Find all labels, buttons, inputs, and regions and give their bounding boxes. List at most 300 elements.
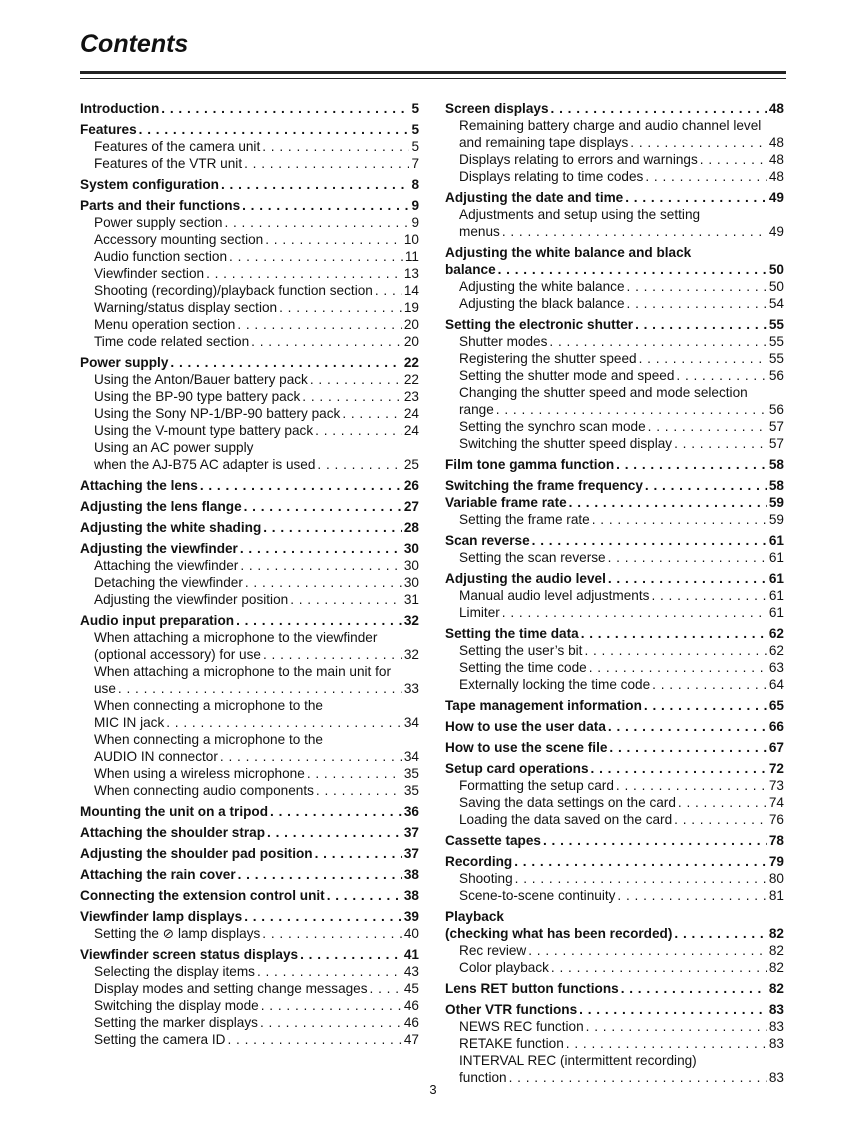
toc-entry[interactable] [445, 659, 784, 676]
page-ref: 43 [403, 964, 419, 979]
dot-leader [227, 1031, 401, 1048]
dot-leader [616, 777, 767, 794]
dot-leader [290, 591, 402, 608]
dot-leader [651, 587, 766, 604]
dot-leader [592, 511, 767, 528]
toc-entry[interactable] [80, 765, 419, 782]
toc-entry-text: Registering the shutter speed [459, 351, 637, 366]
dot-leader [279, 299, 402, 316]
page-ref: 30 [403, 575, 419, 590]
toc-entry[interactable] [445, 777, 784, 794]
dot-leader [639, 350, 767, 367]
toc-entry[interactable] [445, 980, 784, 997]
dot-leader [220, 748, 402, 765]
toc-entry-text: Parts and their functions [80, 198, 241, 213]
page-ref: 32 [403, 647, 419, 662]
toc-entry-text: Setup card operations [445, 761, 589, 776]
dot-leader [170, 354, 401, 371]
page-ref: 40 [403, 926, 419, 941]
toc-entry-text: Playback [445, 909, 504, 924]
toc-entry[interactable] [445, 625, 784, 642]
page-ref: 59 [768, 512, 784, 527]
dot-leader [224, 214, 409, 231]
page-ref: 24 [403, 406, 419, 421]
toc-entry[interactable] [80, 731, 419, 765]
toc-entry-text: Recording [445, 854, 513, 869]
toc-entry[interactable] [80, 100, 419, 117]
toc-entry[interactable] [80, 265, 419, 282]
page-ref: 83 [768, 1036, 784, 1051]
toc-entry[interactable] [445, 384, 784, 418]
toc-entry-text: Setting the electronic shutter [445, 317, 634, 332]
dot-leader [635, 316, 767, 333]
toc-entry[interactable] [80, 282, 419, 299]
dot-leader [498, 261, 767, 278]
dot-leader [244, 498, 402, 515]
page-ref: 55 [768, 317, 784, 332]
dot-leader [244, 155, 409, 172]
toc-entry-text: When using a wireless microphone [94, 766, 305, 781]
dot-leader [532, 532, 767, 549]
toc-entry[interactable] [445, 456, 784, 473]
dot-leader [251, 333, 402, 350]
page-ref: 14 [403, 283, 419, 298]
page-ref: 46 [403, 1015, 419, 1030]
page-ref: 5 [411, 122, 419, 137]
page-ref: 78 [768, 833, 784, 848]
toc-entry[interactable] [445, 316, 784, 333]
page-ref: 58 [768, 457, 784, 472]
dot-leader [589, 659, 767, 676]
dot-leader [161, 100, 409, 117]
dot-leader [166, 714, 402, 731]
page-ref: 49 [768, 224, 784, 239]
toc-entry-text: Setting the ⊘ lamp displays [94, 926, 261, 941]
toc-entry[interactable] [445, 350, 784, 367]
page-ref: 83 [768, 1070, 784, 1085]
toc-entry[interactable] [80, 963, 419, 980]
toc-entry[interactable] [80, 333, 419, 350]
toc-entry[interactable] [80, 980, 419, 997]
toc-entry[interactable] [445, 811, 784, 828]
toc-entry[interactable] [80, 176, 419, 193]
toc-entry-text: Remaining battery charge and audio channel level [459, 118, 762, 133]
page-ref: 27 [403, 499, 419, 514]
page-number: 3 [429, 1082, 437, 1097]
toc-entry-text: range [459, 402, 494, 417]
toc-entry-text: Adjusting the white balance [459, 279, 625, 294]
toc-entry-text: Adjusting the shoulder pad position [80, 846, 313, 861]
toc-entry[interactable] [80, 591, 419, 608]
page-ref: 49 [768, 190, 784, 205]
dot-leader [270, 803, 402, 820]
toc-entry-text: Detaching the viewfinder [94, 575, 243, 590]
toc-entry[interactable] [80, 405, 419, 422]
dot-leader [652, 676, 767, 693]
dot-leader [674, 925, 766, 942]
toc-entry-text: NEWS REC function [459, 1019, 584, 1034]
toc-entry-text: Scan reverse [445, 533, 530, 548]
toc-entry-text: Loading the data saved on the card [459, 812, 673, 827]
page-ref: 37 [403, 846, 419, 861]
page-ref: 83 [768, 1002, 784, 1017]
dot-leader [625, 189, 767, 206]
page-ref: 48 [768, 101, 784, 116]
toc-entry-text: INTERVAL REC (intermittent recording) [459, 1053, 697, 1068]
toc-entry[interactable] [445, 418, 784, 435]
toc-entry[interactable] [445, 1001, 784, 1018]
toc-entry[interactable] [445, 587, 784, 604]
dot-leader [261, 997, 402, 1014]
page-ref: 64 [768, 677, 784, 692]
page-ref: 80 [768, 871, 784, 886]
toc-entry[interactable] [445, 333, 784, 350]
dot-leader [229, 248, 403, 265]
toc-entry-text: Manual audio level adjustments [459, 588, 650, 603]
toc-entry[interactable] [80, 1014, 419, 1031]
toc-entry[interactable] [445, 189, 784, 206]
toc-entry-text: Attaching the lens [80, 478, 198, 493]
page-ref: 38 [403, 888, 419, 903]
dot-leader [581, 625, 767, 642]
dot-leader [262, 138, 409, 155]
dot-leader [342, 405, 402, 422]
toc-entry[interactable] [445, 278, 784, 295]
toc-entry[interactable] [80, 824, 419, 841]
toc-entry-text: Setting the synchro scan mode [459, 419, 646, 434]
page-ref: 11 [404, 249, 419, 264]
dot-leader [237, 316, 402, 333]
page-ref: 37 [403, 825, 419, 840]
toc-entry[interactable] [445, 367, 784, 384]
dot-leader [648, 418, 767, 435]
toc-entry-text: Scene-to-scene continuity [459, 888, 616, 903]
toc-entry[interactable] [80, 629, 419, 663]
toc-entry[interactable] [80, 138, 419, 155]
dot-leader [240, 557, 402, 574]
toc-entry[interactable] [445, 760, 784, 777]
page-ref: 82 [768, 926, 784, 941]
page-ref: 20 [403, 317, 419, 332]
page-ref: 46 [403, 998, 419, 1013]
page-ref: 22 [403, 355, 419, 370]
toc-entry[interactable] [445, 794, 784, 811]
dot-leader [310, 371, 402, 388]
toc-entry[interactable] [80, 997, 419, 1014]
toc-entry-text: Cassette tapes [445, 833, 541, 848]
page-ref: 79 [768, 854, 784, 869]
toc-entry[interactable] [445, 870, 784, 887]
toc-entry-text: Introduction [80, 101, 160, 116]
page-ref: 5 [411, 139, 419, 154]
dot-leader [221, 176, 409, 193]
toc-left-column [80, 96, 419, 1048]
dot-leader [257, 963, 402, 980]
dot-leader [514, 853, 767, 870]
title-rule-thin [80, 78, 786, 79]
page-ref: 61 [768, 533, 784, 548]
toc-entry-text: Film tone gamma function [445, 457, 615, 472]
toc-entry-text: Display modes and setting change messages [94, 981, 368, 996]
page-ref: 57 [768, 419, 784, 434]
toc-entry[interactable] [80, 845, 419, 862]
toc-entry-text: Features [80, 122, 137, 137]
toc-entry[interactable] [80, 1031, 419, 1048]
toc-entry[interactable] [445, 718, 784, 735]
dot-leader [496, 401, 767, 418]
toc-entry-text: Setting the camera ID [94, 1032, 226, 1047]
page-ref: 41 [403, 947, 419, 962]
toc-entry[interactable] [80, 354, 419, 371]
toc-entry-text: Power supply [80, 355, 169, 370]
dot-leader [627, 295, 767, 312]
toc-entry-text: Formatting the setup card [459, 778, 614, 793]
toc-entry-text: Using the V-mount type battery pack [94, 423, 314, 438]
dot-leader [591, 760, 767, 777]
page-ref: 26 [403, 478, 419, 493]
toc-entry-text: Limiter [459, 605, 500, 620]
toc-entry-text: use [94, 681, 116, 696]
toc-entry-text: Attaching the rain cover [80, 867, 236, 882]
page-ref: 7 [411, 156, 419, 171]
dot-leader [616, 456, 767, 473]
toc-entry-text: Displays relating to time codes [459, 169, 644, 184]
dot-leader [315, 845, 402, 862]
toc-entry[interactable] [80, 697, 419, 731]
toc-entry-text: Setting the time code [459, 660, 587, 675]
toc-entry-text: Adjusting the date and time [445, 190, 624, 205]
page-ref: 58 [768, 478, 784, 493]
page-ref: 82 [768, 981, 784, 996]
page-ref: 55 [768, 334, 784, 349]
toc-entry-text: Shooting (recording)/playback function section [94, 283, 373, 298]
toc-entry[interactable] [445, 151, 784, 168]
toc-entry-text: Adjusting the lens flange [80, 499, 242, 514]
toc-entry-text: Using an AC power supply [94, 440, 254, 455]
toc-entry-text: (checking what has been recorded) [445, 926, 673, 941]
page-title: Contents [80, 30, 189, 58]
page-ref: 59 [768, 495, 784, 510]
toc-entry[interactable] [445, 676, 784, 693]
toc-entry[interactable] [80, 519, 419, 536]
toc-entry[interactable] [80, 925, 419, 942]
toc-entry-text: AUDIO IN connector [94, 749, 218, 764]
toc-entry-text: Variable frame rate [445, 495, 567, 510]
dot-leader [307, 765, 402, 782]
toc-entry-text: How to use the user data [445, 719, 606, 734]
toc-entry-text: (optional accessory) for use [94, 647, 261, 662]
toc-entry-text: Using the BP-90 type battery pack [94, 389, 301, 404]
toc-entry[interactable] [445, 959, 784, 976]
toc-entry[interactable] [80, 782, 419, 799]
page-ref: 38 [403, 867, 419, 882]
toc-entry[interactable] [80, 574, 419, 591]
toc-entry[interactable] [445, 532, 784, 549]
toc-entry-text: Viewfinder lamp displays [80, 909, 243, 924]
page-ref: 76 [768, 812, 784, 827]
toc-entry[interactable] [445, 739, 784, 756]
page-ref: 82 [768, 943, 784, 958]
toc-entry-text: When connecting audio components [94, 783, 314, 798]
toc-entry[interactable] [80, 371, 419, 388]
dot-leader [502, 223, 767, 240]
toc-entry[interactable] [445, 1052, 784, 1086]
page-ref: 20 [403, 334, 419, 349]
page-ref: 47 [403, 1032, 419, 1047]
toc-entry-text: When connecting a microphone to the [94, 698, 323, 713]
toc-entry[interactable] [445, 117, 784, 151]
toc-entry-text: Tape management information [445, 698, 642, 713]
page-ref: 73 [768, 778, 784, 793]
dot-leader [263, 646, 402, 663]
toc-entry-text: Adjustments and setup using the setting [459, 207, 701, 222]
dot-leader [674, 811, 767, 828]
dot-leader [586, 1018, 767, 1035]
page-ref: 65 [768, 698, 784, 713]
toc-entry-text: System configuration [80, 177, 219, 192]
page-ref: 23 [403, 389, 419, 404]
toc-entry[interactable] [445, 570, 784, 587]
toc-entry-text: Connecting the extension control unit [80, 888, 325, 903]
dot-leader [200, 477, 402, 494]
toc-entry-text: When attaching a microphone to the viewfinder [94, 630, 378, 645]
toc-entry[interactable] [445, 642, 784, 659]
toc-entry-text: function [459, 1070, 507, 1085]
toc-entry[interactable] [80, 477, 419, 494]
dot-leader [528, 942, 767, 959]
dot-leader [569, 494, 767, 511]
dot-leader [502, 604, 767, 621]
dot-leader [263, 519, 402, 536]
toc-entry[interactable] [445, 942, 784, 959]
dot-leader [262, 925, 402, 942]
dot-leader [627, 278, 767, 295]
toc-entry[interactable] [445, 604, 784, 621]
toc-entry-text: Saving the data settings on the card [459, 795, 676, 810]
toc-entry[interactable] [445, 494, 784, 511]
toc-entry[interactable] [80, 498, 419, 515]
toc-entry[interactable] [445, 697, 784, 714]
toc-entry[interactable] [445, 206, 784, 240]
toc-entry[interactable] [445, 435, 784, 452]
page-ref: 50 [768, 279, 784, 294]
page-ref: 74 [768, 795, 784, 810]
dot-leader [645, 168, 767, 185]
toc-entry[interactable] [445, 1018, 784, 1035]
toc-entry-text: Switching the shutter speed display [459, 436, 673, 451]
toc-entry[interactable] [445, 244, 784, 278]
page-ref: 48 [768, 135, 784, 150]
page-ref: 5 [411, 101, 419, 116]
dot-leader [608, 549, 767, 566]
dot-leader [608, 570, 767, 587]
toc-entry-text: Features of the VTR unit [94, 156, 243, 171]
toc-right-column [445, 96, 784, 1086]
toc-entry-text: Warning/status display section [94, 300, 278, 315]
toc-entry-text: Rec review [459, 943, 527, 958]
toc-entry-text: Setting the scan reverse [459, 550, 606, 565]
toc-entry[interactable] [80, 803, 419, 820]
dot-leader [267, 824, 402, 841]
page-ref: 9 [411, 215, 419, 230]
dot-leader [260, 1014, 402, 1031]
dot-leader [700, 151, 767, 168]
toc-entry-text: How to use the scene file [445, 740, 608, 755]
page-ref: 34 [403, 715, 419, 730]
toc-entry-text: Switching the frame frequency [445, 478, 643, 493]
toc-entry[interactable] [80, 248, 419, 265]
toc-entry[interactable] [445, 908, 784, 942]
page-ref: 10 [403, 232, 419, 247]
toc-entry-text: Accessory mounting section [94, 232, 264, 247]
toc-entry-text: Time code related section [94, 334, 250, 349]
toc-entry[interactable] [445, 1035, 784, 1052]
page-ref: 39 [403, 909, 419, 924]
toc-entry[interactable] [445, 887, 784, 904]
toc-entry[interactable] [445, 832, 784, 849]
toc-entry[interactable] [80, 887, 419, 904]
toc-entry[interactable] [80, 557, 419, 574]
toc-entry[interactable] [80, 214, 419, 231]
toc-entry[interactable] [80, 439, 419, 473]
toc-entry[interactable] [80, 299, 419, 316]
toc-entry[interactable] [80, 612, 419, 629]
page-ref: 32 [403, 613, 419, 628]
toc-entry-text: Features of the camera unit [94, 139, 261, 154]
page-ref: 83 [768, 1019, 784, 1034]
toc-entry[interactable] [80, 155, 419, 172]
toc-entry[interactable] [80, 121, 419, 138]
page-ref: 9 [411, 198, 419, 213]
toc-entry[interactable] [80, 231, 419, 248]
toc-entry[interactable] [80, 316, 419, 333]
toc-entry[interactable] [80, 866, 419, 883]
toc-entry[interactable] [80, 946, 419, 963]
toc-entry-text: Switching the display mode [94, 998, 259, 1013]
dot-leader [236, 612, 402, 629]
toc-entry-text: Adjusting the white balance and black [445, 245, 692, 260]
page-ref: 45 [403, 981, 419, 996]
page-ref: 34 [403, 749, 419, 764]
toc-entry[interactable] [80, 663, 419, 697]
toc-entry-text: Externally locking the time code [459, 677, 651, 692]
toc-entry[interactable] [80, 422, 419, 439]
dot-leader [678, 794, 767, 811]
toc-entry[interactable] [80, 197, 419, 214]
toc-entry[interactable] [445, 853, 784, 870]
toc-entry[interactable] [80, 908, 419, 925]
toc-entry[interactable] [80, 388, 419, 405]
page-ref: 50 [768, 262, 784, 277]
dot-leader [375, 282, 402, 299]
toc-entry[interactable] [445, 511, 784, 528]
dot-leader [609, 739, 766, 756]
toc-entry-text: Power supply section [94, 215, 223, 230]
dot-leader [316, 782, 402, 799]
toc-entry[interactable] [445, 295, 784, 312]
toc-entry[interactable] [445, 549, 784, 566]
page-ref: 61 [768, 605, 784, 620]
toc-entry[interactable] [445, 168, 784, 185]
toc-entry[interactable] [445, 477, 784, 494]
toc-entry-text: Selecting the display items [94, 964, 255, 979]
toc-entry-text: Screen displays [445, 101, 549, 116]
toc-entry[interactable] [80, 540, 419, 557]
dot-leader [566, 1035, 767, 1052]
dot-leader [317, 456, 401, 473]
title-rule-thick [80, 71, 786, 74]
toc-entry[interactable] [445, 100, 784, 117]
